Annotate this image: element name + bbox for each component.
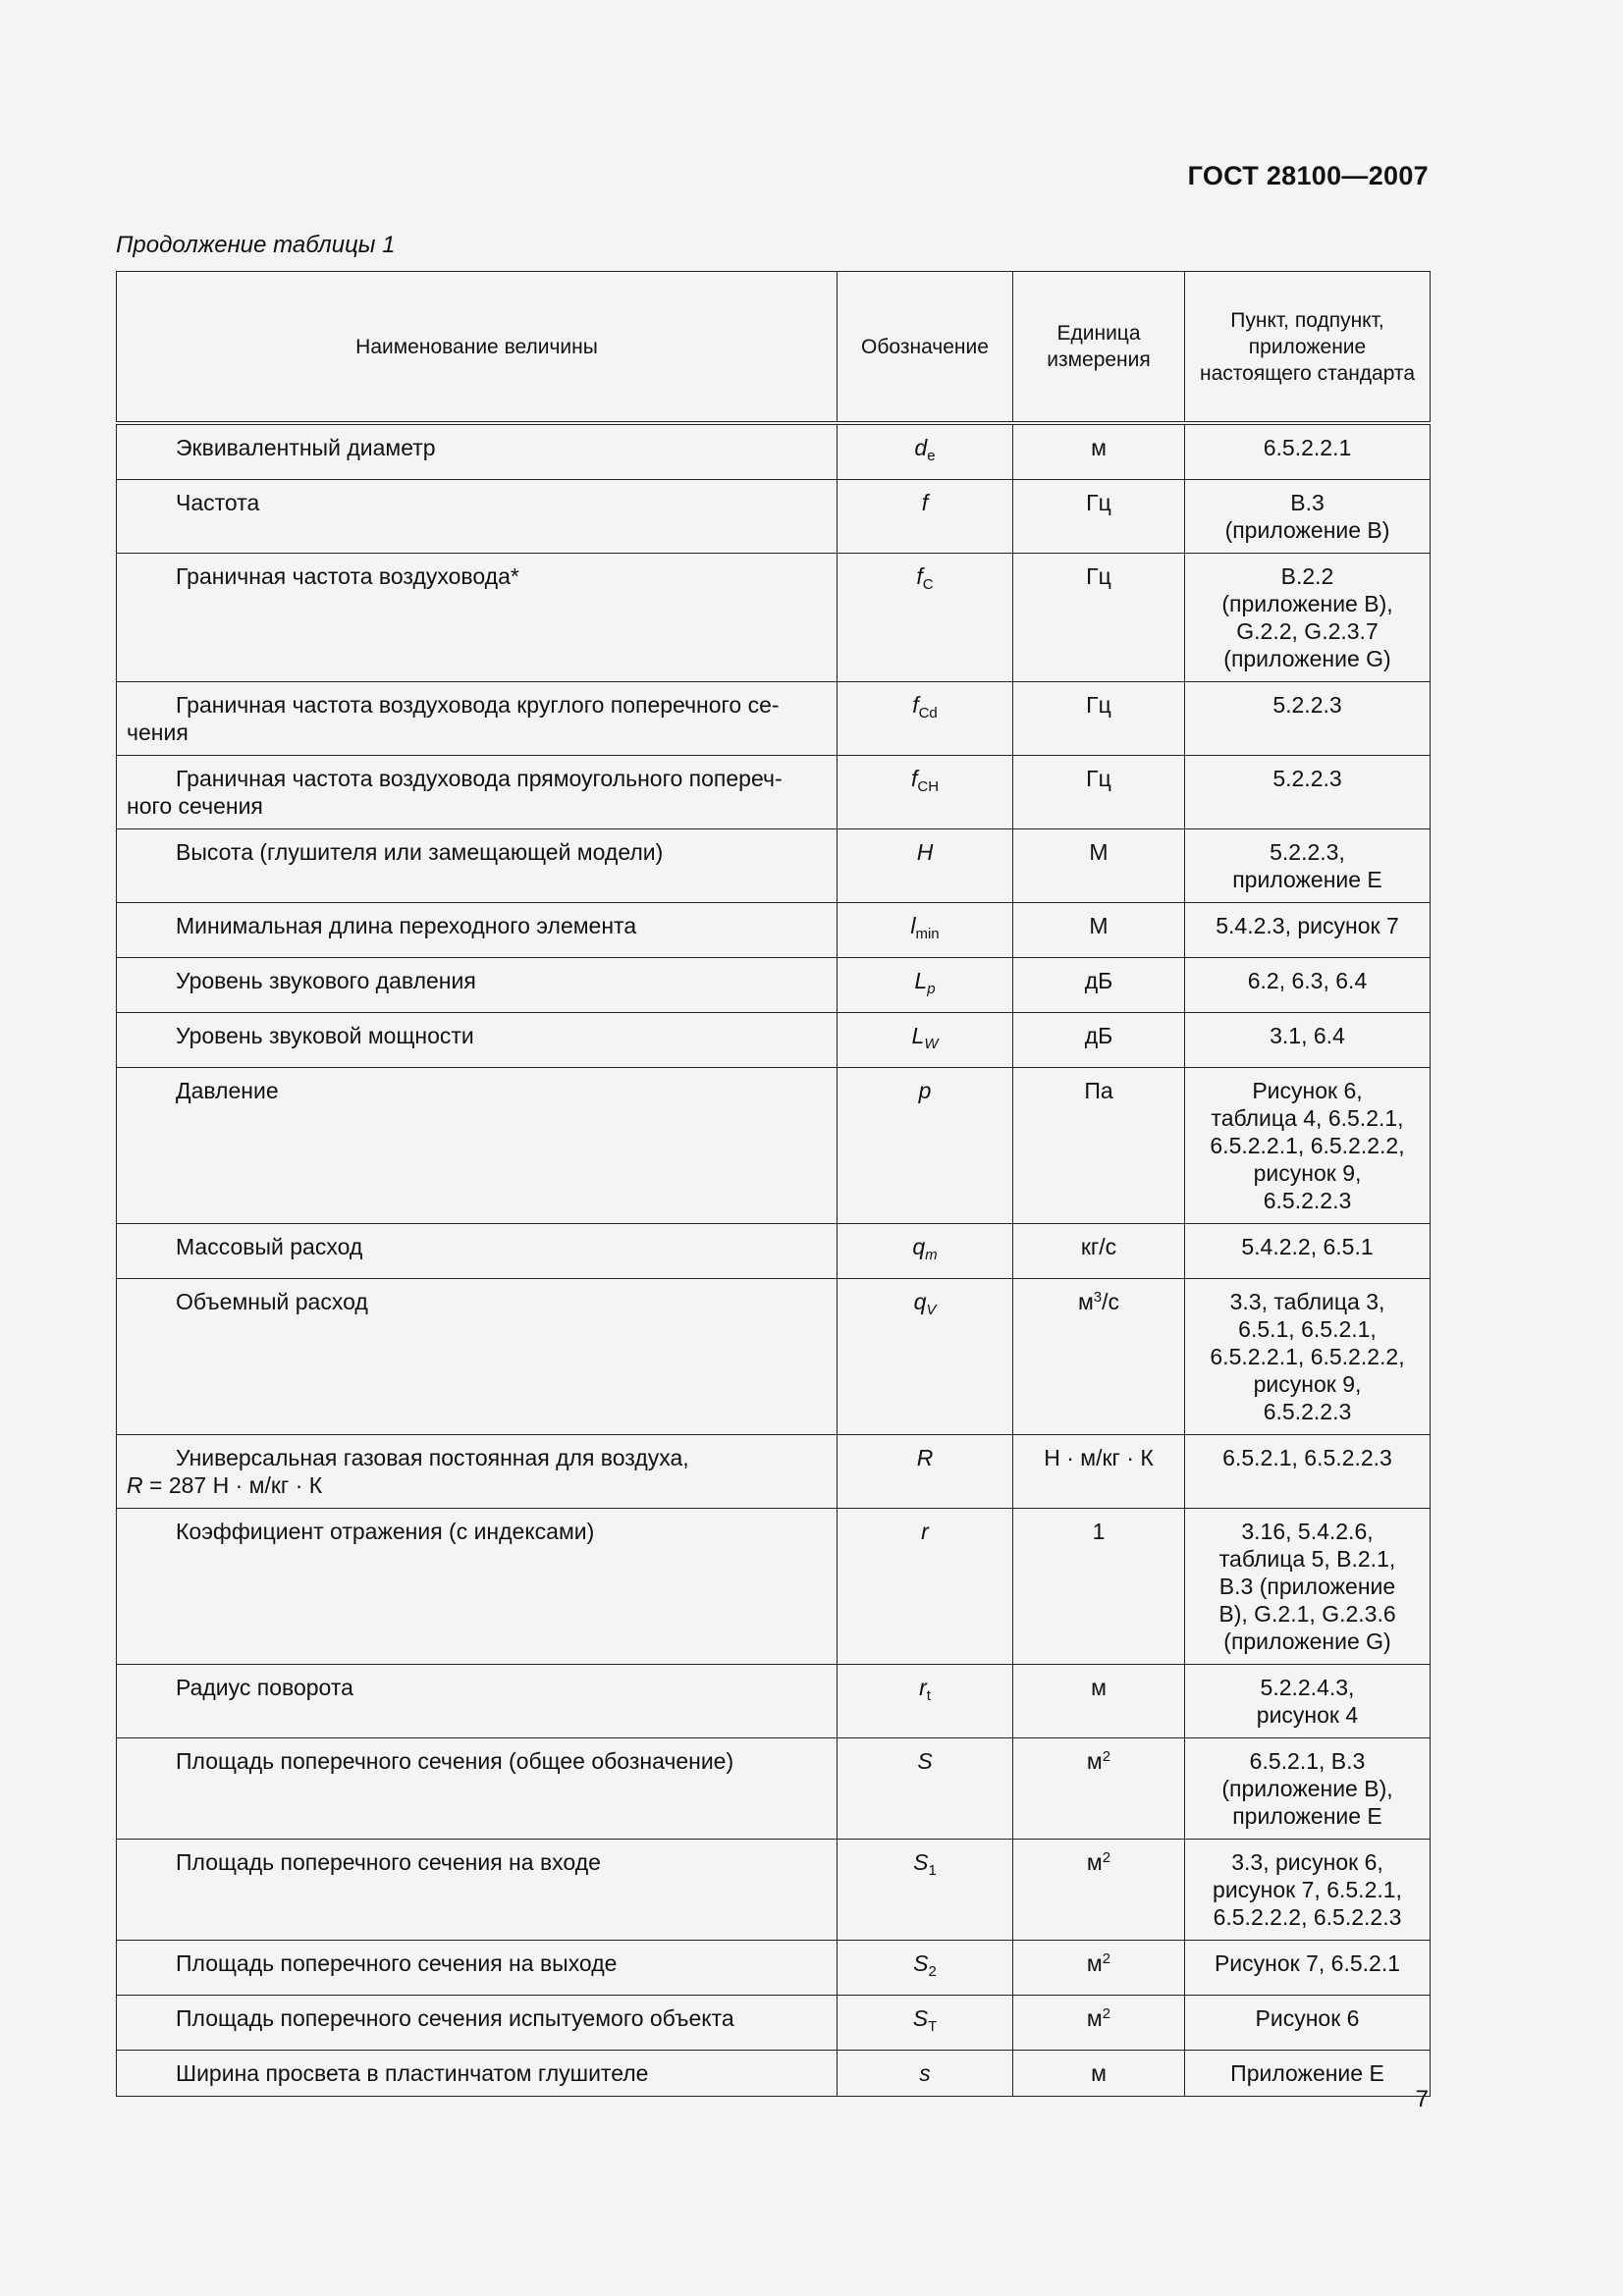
table-row [117, 958, 1431, 1013]
standard-reference: 6.5.2.1, В.3 (приложение В), приложение Е [1185, 1738, 1431, 1840]
quantity-symbol: $f_C$ [838, 554, 1013, 682]
quantity-name: Минимальная длина переходного элемента [117, 903, 838, 958]
quantity-symbol: S [838, 1738, 1013, 1840]
standard-reference: 3.1, 6.4 [1185, 1013, 1431, 1068]
quantity-name: Граничная частота воздуховода* [117, 554, 838, 682]
page-number: 7 [1415, 2086, 1429, 2112]
table-row [117, 1996, 1431, 2051]
quantity-symbol: $L_W$ [838, 1013, 1013, 1068]
quantity-unit: м [1013, 423, 1185, 480]
quantity-name: Давление [117, 1068, 838, 1224]
quantity-name: Радиус поворота [117, 1665, 838, 1738]
quantity-unit: М [1013, 903, 1185, 958]
quantity-symbol: $l_{min}$ [838, 903, 1013, 958]
document-code: ГОСТ 28100—2007 [1187, 161, 1429, 190]
quantity-unit: $м^2$ [1013, 1996, 1185, 2051]
quantity-name: Граничная частота воздуховода прямоугольного попереч- ного сечения [117, 756, 838, 829]
table-row [117, 1738, 1431, 1840]
quantity-unit: 1 [1013, 1509, 1185, 1665]
quantity-name: Площадь поперечного сечения испытуемого объекта [117, 1996, 838, 2051]
standard-reference: Рисунок 6, таблица 4, 6.5.2.1, 6.5.2.2.1, 6.5.2.2.2, рисунок 9, 6.5.2.2.3 [1185, 1068, 1431, 1224]
quantity-name: Граничная частота воздуховода круглого поперечного се- чения [117, 682, 838, 756]
standard-reference: 5.2.2.3 [1185, 682, 1431, 756]
table-row [117, 423, 1431, 480]
quantity-symbol: $q_V$ [838, 1279, 1013, 1435]
standard-reference: Приложение Е [1185, 2051, 1431, 2097]
table-caption: Продолжение таблицы 1 [116, 232, 396, 258]
column-header-reference: Пункт, подпункт, приложение настоящего стандарта [1185, 272, 1431, 424]
quantity-name: Уровень звуковой мощности [117, 1013, 838, 1068]
quantity-symbol: $f_{CH}$ [838, 756, 1013, 829]
column-header-unit: Единица измерения [1013, 272, 1185, 424]
quantity-symbol: $S_1$ [838, 1840, 1013, 1941]
quantity-unit: М [1013, 829, 1185, 903]
quantity-symbol: s [838, 2051, 1013, 2097]
standard-reference: 3.3, таблица 3, 6.5.1, 6.5.2.1, 6.5.2.2.1, 6.5.2.2.2, рисунок 9, 6.5.2.2.3 [1185, 1279, 1431, 1435]
quantity-name: Объемный расход [117, 1279, 838, 1435]
standard-reference: 5.2.2.4.3, рисунок 4 [1185, 1665, 1431, 1738]
quantity-name: Ширина просвета в пластинчатом глушителе [117, 2051, 838, 2097]
quantity-name: Массовый расход [117, 1224, 838, 1279]
quantity-symbol: r [838, 1509, 1013, 1665]
standard-reference: 5.4.2.3, рисунок 7 [1185, 903, 1431, 958]
quantity-symbol: $d_e$ [838, 423, 1013, 480]
quantity-unit: дБ [1013, 958, 1185, 1013]
quantity-name: Эквивалентный диаметр [117, 423, 838, 480]
quantity-symbol: R [838, 1435, 1013, 1509]
standard-reference: Рисунок 7, 6.5.2.1 [1185, 1941, 1431, 1996]
quantity-unit: Н · м/кг · К [1013, 1435, 1185, 1509]
quantity-unit: кг/с [1013, 1224, 1185, 1279]
table-row [117, 1509, 1431, 1665]
quantity-name: Высота (глушителя или замещающей модели) [117, 829, 838, 903]
quantity-symbol: p [838, 1068, 1013, 1224]
quantity-symbol: $S_T$ [838, 1996, 1013, 2051]
quantity-name: Универсальная газовая постоянная для воздуха, R = 287 Н · м/кг · К [117, 1435, 838, 1509]
standard-reference: 5.4.2.2, 6.5.1 [1185, 1224, 1431, 1279]
table-row [117, 903, 1431, 958]
quantity-unit: $м^3/с$ [1013, 1279, 1185, 1435]
quantity-name: Коэффициент отражения (с индексами) [117, 1509, 838, 1665]
table-row [117, 1840, 1431, 1941]
quantity-unit: Па [1013, 1068, 1185, 1224]
quantity-name: Уровень звукового давления [117, 958, 838, 1013]
quantity-unit: $м^2$ [1013, 1738, 1185, 1840]
quantity-unit: дБ [1013, 1013, 1185, 1068]
quantity-symbol: $S_2$ [838, 1941, 1013, 1996]
standard-reference: В.3 (приложение В) [1185, 480, 1431, 554]
table-row [117, 1013, 1431, 1068]
quantities-table [116, 271, 1431, 2097]
table-row [117, 1435, 1431, 1509]
table-header-row [117, 272, 1431, 424]
standard-reference: В.2.2 (приложение В), G.2.2, G.2.3.7 (приложение G) [1185, 554, 1431, 682]
standard-reference: 5.2.2.3, приложение Е [1185, 829, 1431, 903]
table-body [117, 423, 1431, 2097]
quantity-symbol: $L_p$ [838, 958, 1013, 1013]
quantity-unit: Гц [1013, 756, 1185, 829]
table-row [117, 1941, 1431, 1996]
standard-reference: 5.2.2.3 [1185, 756, 1431, 829]
quantity-symbol: $q_m$ [838, 1224, 1013, 1279]
quantity-symbol: f [838, 480, 1013, 554]
table-row [117, 2051, 1431, 2097]
column-header-symbol: Обозначение [838, 272, 1013, 424]
table-row [117, 1665, 1431, 1738]
quantity-symbol: H [838, 829, 1013, 903]
table-row [117, 829, 1431, 903]
table-row [117, 756, 1431, 829]
quantity-name: Площадь поперечного сечения на входе [117, 1840, 838, 1941]
standard-reference: 3.16, 5.4.2.6, таблица 5, В.2.1, В.3 (приложение В), G.2.1, G.2.3.6 (приложение G) [1185, 1509, 1431, 1665]
quantity-unit: Гц [1013, 480, 1185, 554]
standard-reference: Рисунок 6 [1185, 1996, 1431, 2051]
quantity-unit: $м^2$ [1013, 1840, 1185, 1941]
standard-reference: 3.3, рисунок 6, рисунок 7, 6.5.2.1, 6.5.2.2.2, 6.5.2.2.3 [1185, 1840, 1431, 1941]
table-row [117, 480, 1431, 554]
quantity-symbol: $f_{Cd}$ [838, 682, 1013, 756]
table-row [117, 682, 1431, 756]
column-header-name: Наименование величины [117, 272, 838, 424]
table-row [117, 1279, 1431, 1435]
quantity-unit: Гц [1013, 554, 1185, 682]
quantity-unit: м [1013, 1665, 1185, 1738]
standard-reference: 6.2, 6.3, 6.4 [1185, 958, 1431, 1013]
table-row [117, 1224, 1431, 1279]
quantity-name: Площадь поперечного сечения на выходе [117, 1941, 838, 1996]
table-row [117, 1068, 1431, 1224]
table-row [117, 554, 1431, 682]
quantity-unit: Гц [1013, 682, 1185, 756]
quantity-unit: м [1013, 2051, 1185, 2097]
quantity-name: Площадь поперечного сечения (общее обозначение) [117, 1738, 838, 1840]
standard-reference: 6.5.2.1, 6.5.2.2.3 [1185, 1435, 1431, 1509]
quantity-name: Частота [117, 480, 838, 554]
standard-reference: 6.5.2.2.1 [1185, 423, 1431, 480]
quantity-unit: $м^2$ [1013, 1941, 1185, 1996]
quantity-symbol: $r_t$ [838, 1665, 1013, 1738]
